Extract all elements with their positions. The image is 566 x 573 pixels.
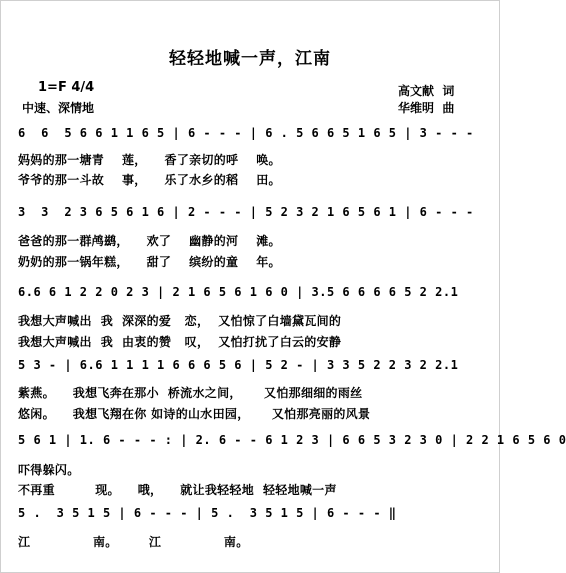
- notation-row-3: 6.6 6 1 2 2 0 2 3 | 2 1 6 5 6 1 6 0 | 3.5 6 6 6 6 5 2 2.1: [18, 285, 459, 299]
- lyric-line-1b: 爷爷的那一斗故 事， 乐了水乡的稻 田。: [18, 173, 281, 187]
- lyric-line-2a: 爸爸的那一群鸬鹚， 欢了 幽静的河 滩。: [18, 234, 281, 248]
- lyric-line-2b: 奶奶的那一锅年糕， 甜了 缤纷的童 年。: [18, 255, 281, 269]
- lyric-line-3a: 我想大声喊出 我 深深的爱 恋， 又怕惊了白墙黛瓦间的: [18, 314, 342, 328]
- notation-row-4: 5 3 - | 6.6 1 1 1 1 6 6 6 5 6 | 5 2 - | 3 3 5 2 2 3 2 2.1: [18, 358, 459, 372]
- lyric-line-4b: 悠闲。 我想飞翔在你 如诗的山水田园， 又怕那亮丽的风景: [18, 407, 371, 421]
- notation-row-6: 5 . 3 5 1 5 | 6 - - - | 5 . 3 5 1 5 | 6 - - - ‖: [18, 506, 397, 520]
- tempo-marking: 中速、深情地: [22, 101, 95, 115]
- notation-row-2: 3 3 2 3 6 5 6 1 6 | 2 - - - | 5 2 3 2 1 6 5 6 1 | 6 - - -: [18, 205, 474, 219]
- notation-row-1: 6 6 5 6 6 1 1 6 5 | 6 - - - | 6 . 5 6 6 5 1 6 5 | 3 - - -: [18, 126, 474, 140]
- lyric-line-6: 江 南。 江 南。: [18, 535, 249, 549]
- key-signature: 1=F 4/4: [38, 80, 95, 95]
- song-title: 轻轻地喊一声，江南: [169, 49, 331, 69]
- notation-row-5: 5 6 1 | 1. 6 - - - : | 2. 6 - - 6 1 2 3 | 6 6 5 3 2 3 0 | 2 2 1 6 5 6 0: [18, 433, 566, 447]
- lyric-line-3b: 我想大声喊出 我 由衷的赞 叹， 又怕打扰了白云的安静: [18, 335, 342, 349]
- lyric-line-5a: 吓得躲闪。: [18, 463, 80, 477]
- lyric-line-4a: 紫燕。 我想飞奔在那小 桥流水之间， 又怕那细细的雨丝: [18, 386, 363, 400]
- composer-credit: 华维明 曲: [398, 101, 455, 115]
- lyric-line-1a: 妈妈的那一塘青 莲， 香了亲切的呼 唤。: [18, 153, 281, 167]
- lyric-line-5b: 不再重 现。 哦， 就让我轻轻地 轻轻地喊一声: [18, 483, 337, 497]
- lyricist-credit: 高文献 词: [398, 84, 455, 98]
